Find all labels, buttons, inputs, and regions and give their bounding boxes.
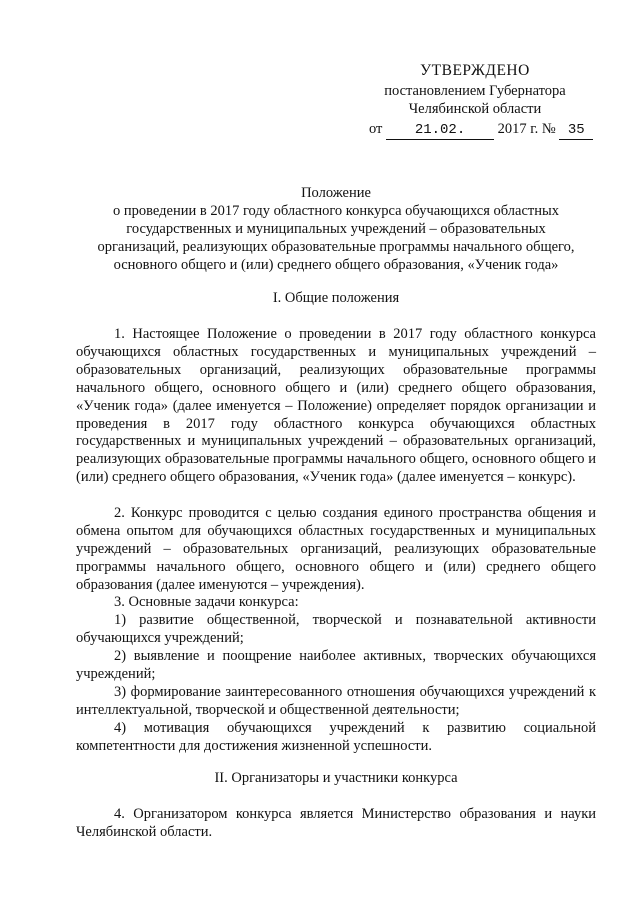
approval-stamp xyxy=(345,62,605,140)
title-line-4: организаций, реализующих образовательные программы начального общего, xyxy=(97,239,575,255)
title-line-3: государственных и муниципальных учреждений – образовательных xyxy=(126,221,546,237)
section-2-heading: II. Организаторы и участники конкурса xyxy=(214,770,458,786)
year-number-label: 2017 г. № xyxy=(497,121,556,137)
approval-line-2: Челябинской области xyxy=(408,101,542,117)
paragraph-3: 3. Основные задачи конкурса: xyxy=(114,594,299,610)
section-1-heading: I. Общие положения xyxy=(272,290,400,306)
date-field xyxy=(386,121,494,140)
task-1: 1) развитие общественной, творческой и познавательной активности обучающихся учреждений; xyxy=(76,612,596,646)
approval-heading: УТВЕРЖДЕНО xyxy=(420,62,530,79)
date-prefix: от xyxy=(369,121,383,137)
paragraph-1: 1. Настоящее Положение о проведении в 2017 году областного конкурса обучающихся областных государственных и муниципальных учреждений – образовательных организаций, реализующих образовательные программы начального общего, основного общего и (или) среднего общего образования, «Ученик года» (далее именуется – Положение) определяет порядок организации и проведения в 2017 году областного конкурса обучающихся областных государственных и муниципальных учреждений – образовательных организаций, реализующих образовательные программы начального общего, основного общего и (или) среднего общего образования, «Ученик года» (далее именуется – конкурс). xyxy=(76,326,596,486)
title-line-5: основного общего и (или) среднего общего образования, «Ученик года» xyxy=(113,257,559,273)
paragraph-4: 4. Организатором конкурса является Министерство образования и науки Челябинской области. xyxy=(76,806,596,840)
approval-line-1: постановлением Губернатора xyxy=(384,83,566,99)
number-field xyxy=(559,121,593,140)
task-3: 3) формирование заинтересованного отношения обучающихся учреждений к интеллектуальной, творческой и общественной деятельности; xyxy=(76,684,596,718)
number-value: 35 xyxy=(567,122,585,138)
title-line-2: о проведении в 2017 году областного конкурса обучающихся областных xyxy=(113,203,559,219)
approval-date-line xyxy=(369,120,605,140)
task-2: 2) выявление и поощрение наиболее активных, творческих обучающихся учреждений; xyxy=(76,648,596,682)
title-line-1: Положение xyxy=(301,185,371,201)
task-4: 4) мотивация обучающихся учреждений к развитию социальной компетентности для достижения жизненной успешности. xyxy=(76,720,596,754)
paragraph-2: 2. Конкурс проводится с целью создания единого пространства общения и обмена опытом для обучающихся областных государственных и муниципальных учреждений – образовательных организаций, реализующих образовательные программы начального общего, основного общего и (или) среднего общего образования (далее именуются – учреждения). xyxy=(76,505,596,593)
date-value: 21.02. xyxy=(414,122,466,138)
document-title xyxy=(76,184,596,274)
